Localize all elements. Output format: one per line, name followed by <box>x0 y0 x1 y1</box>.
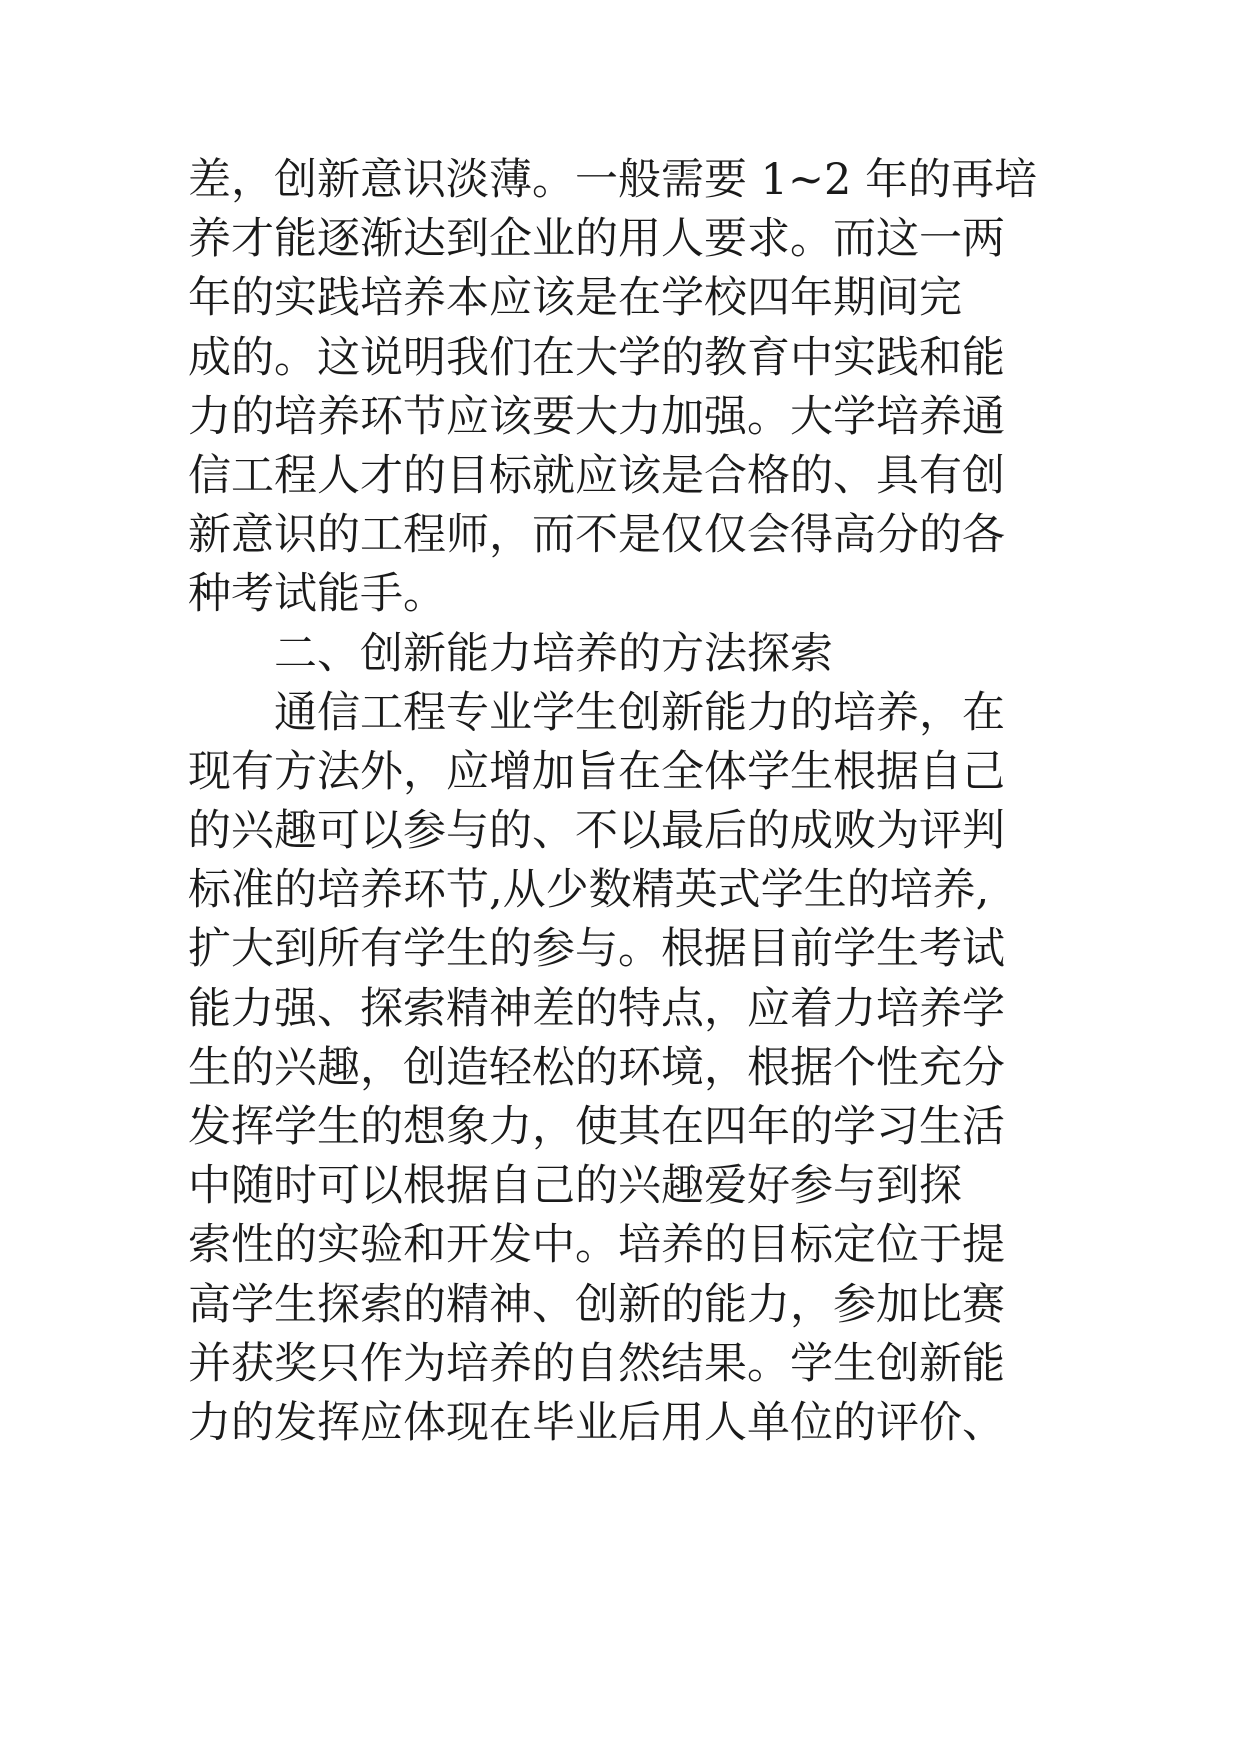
text-line: 新意识的工程师，而不是仅仅会得高分的各 <box>188 510 1005 561</box>
text-line: 养才能逐渐达到企业的用人要求。而这一两 <box>188 214 1005 265</box>
text-line: 信工程人才的目标就应该是合格的、具有创 <box>188 450 1005 501</box>
text-line: 标准的培养环节,从少数精英式学生的培养, <box>188 865 990 916</box>
text-line: 的兴趣可以参与的、不以最后的成败为评判 <box>188 806 1005 857</box>
text-line: 力的发挥应体现在毕业后用人单位的评价、 <box>188 1397 1005 1448</box>
text-line: 能力强、探索精神差的特点，应着力培养学 <box>188 983 1005 1034</box>
body-text <box>188 151 1088 1453</box>
section-heading: 二、创新能力培养的方法探索 <box>188 628 833 679</box>
text-line: 年的实践培养本应该是在学校四年期间完 <box>188 273 962 324</box>
text-line: 现有方法外，应增加旨在全体学生根据自己 <box>188 746 1005 797</box>
text-line: 高学生探索的精神、创新的能力，参加比赛 <box>188 1279 1005 1330</box>
text-line: 索性的实验和开发中。培养的目标定位于提 <box>188 1220 1005 1271</box>
text-line: 种考试能手。 <box>188 569 446 620</box>
text-line: 差，创新意识淡薄。一般需要 1~2 年的再培 <box>188 155 1038 205</box>
text-line: 发挥学生的想象力，使其在四年的学习生活 <box>188 1102 1005 1152</box>
text-line: 生的兴趣，创造轻松的环境，根据个性充分 <box>188 1042 1005 1093</box>
text-line: 通信工程专业学生创新能力的培养，在 <box>188 687 1005 738</box>
text-line: 力的培养环节应该要大力加强。大学培养通 <box>188 391 1005 442</box>
text-line: 成的。这说明我们在大学的教育中实践和能 <box>188 332 1005 383</box>
text-line: 并获奖只作为培养的自然结果。学生创新能 <box>188 1338 1005 1389</box>
text-line: 扩大到所有学生的参与。根据目前学生考试 <box>188 924 1005 975</box>
text-line: 中随时可以根据自己的兴趣爱好参与到探 <box>188 1161 962 1212</box>
